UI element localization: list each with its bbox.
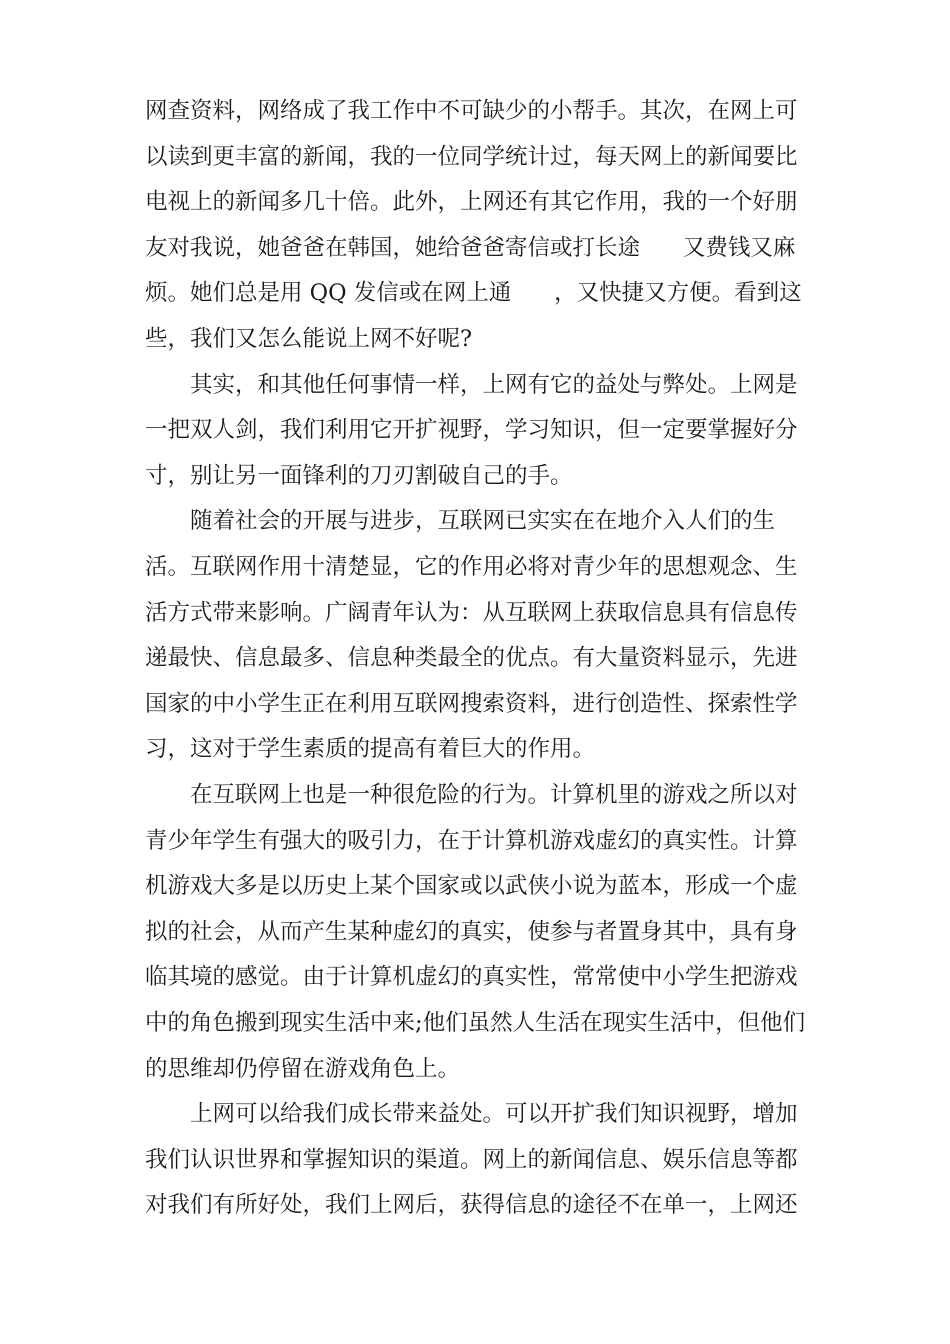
text-line-7: 其实，和其他任何事情一样，上网有它的益处与弊处。上网是 bbox=[190, 371, 798, 398]
text-line-2: 以读到更丰富的新闻，我的一位同学统计过，每天网上的新闻要比 bbox=[145, 143, 798, 170]
text-line-6: 些，我们又怎么能说上网不好呢? bbox=[145, 326, 473, 352]
text-line-25: 对我们有所好处，我们上网后，获得信息的途径不在单一，上网还 bbox=[145, 1192, 798, 1219]
text-line-19: 拟的社会，从而产生某种虚幻的真实，使参与者置身其中，具有身 bbox=[145, 918, 798, 945]
text-line-1: 网查资料，网络成了我工作中不可缺少的小帮手。其次，在网上可 bbox=[145, 98, 798, 124]
text-line-14: 国家的中小学生正在利用互联网搜索资料，进行创造性、探索性学 bbox=[145, 690, 798, 717]
text-line-11: 活。互联网作用十清楚显，它的作用必将对青少年的思想观念、生 bbox=[145, 554, 798, 580]
text-line-5: 烦。她们总是用 QQ 发信或在网上通 ，又快捷又方便。看到这 bbox=[145, 280, 802, 307]
text-line-13: 递最快、信息最多、信息种类最全的优点。有大量资料显示，先进 bbox=[145, 645, 798, 672]
text-line-8: 一把双人剑，我们利用它开扩视野，学习知识，但一定要掌握好分 bbox=[145, 417, 798, 444]
text-line-17: 青少年学生有强大的吸引力，在于计算机游戏虚幻的真实性。计算 bbox=[145, 827, 798, 854]
text-line-22: 的思维却仍停留在游戏角色上。 bbox=[145, 1055, 461, 1082]
text-line-12: 活方式带来影响。广阔青年认为：从互联网上获取信息具有信息传 bbox=[145, 599, 798, 626]
text-line-10: 随着社会的开展与进步，互联网已实实在在地介入人们的生 bbox=[190, 508, 776, 535]
text-line-16: 在互联网上也是一种很危险的行为。计算机里的游戏之所以对 bbox=[190, 782, 798, 808]
text-line-24: 我们认识世界和掌握知识的渠道。网上的新闻信息、娱乐信息等都 bbox=[145, 1146, 798, 1173]
text-line-4: 友对我说，她爸爸在韩国，她给爸爸寄信或打长途 又费钱又麻 bbox=[145, 234, 796, 261]
text-line-18: 机游戏大多是以历史上某个国家或以武侠小说为蓝本，形成一个虚 bbox=[145, 873, 798, 900]
text-line-23: 上网可以给我们成长带来益处。可以开扩我们知识视野，增加 bbox=[190, 1101, 798, 1128]
text-line-3: 电视上的新闻多几十倍。此外，上网还有其它作用，我的一个好朋 bbox=[145, 189, 798, 216]
text-line-9: 寸，别让另一面锋利的刀刃割破自己的手。 bbox=[145, 462, 573, 489]
text-line-15: 习，这对于学生素质的提高有着巨大的作用。 bbox=[145, 736, 596, 763]
text-line-20: 临其境的感觉。由于计算机虚幻的真实性，常常使中小学生把游戏 bbox=[145, 964, 798, 991]
text-line-21: 中的角色搬到现实生活中来;他们虽然人生活在现实生活中，但他们 bbox=[145, 1010, 806, 1036]
